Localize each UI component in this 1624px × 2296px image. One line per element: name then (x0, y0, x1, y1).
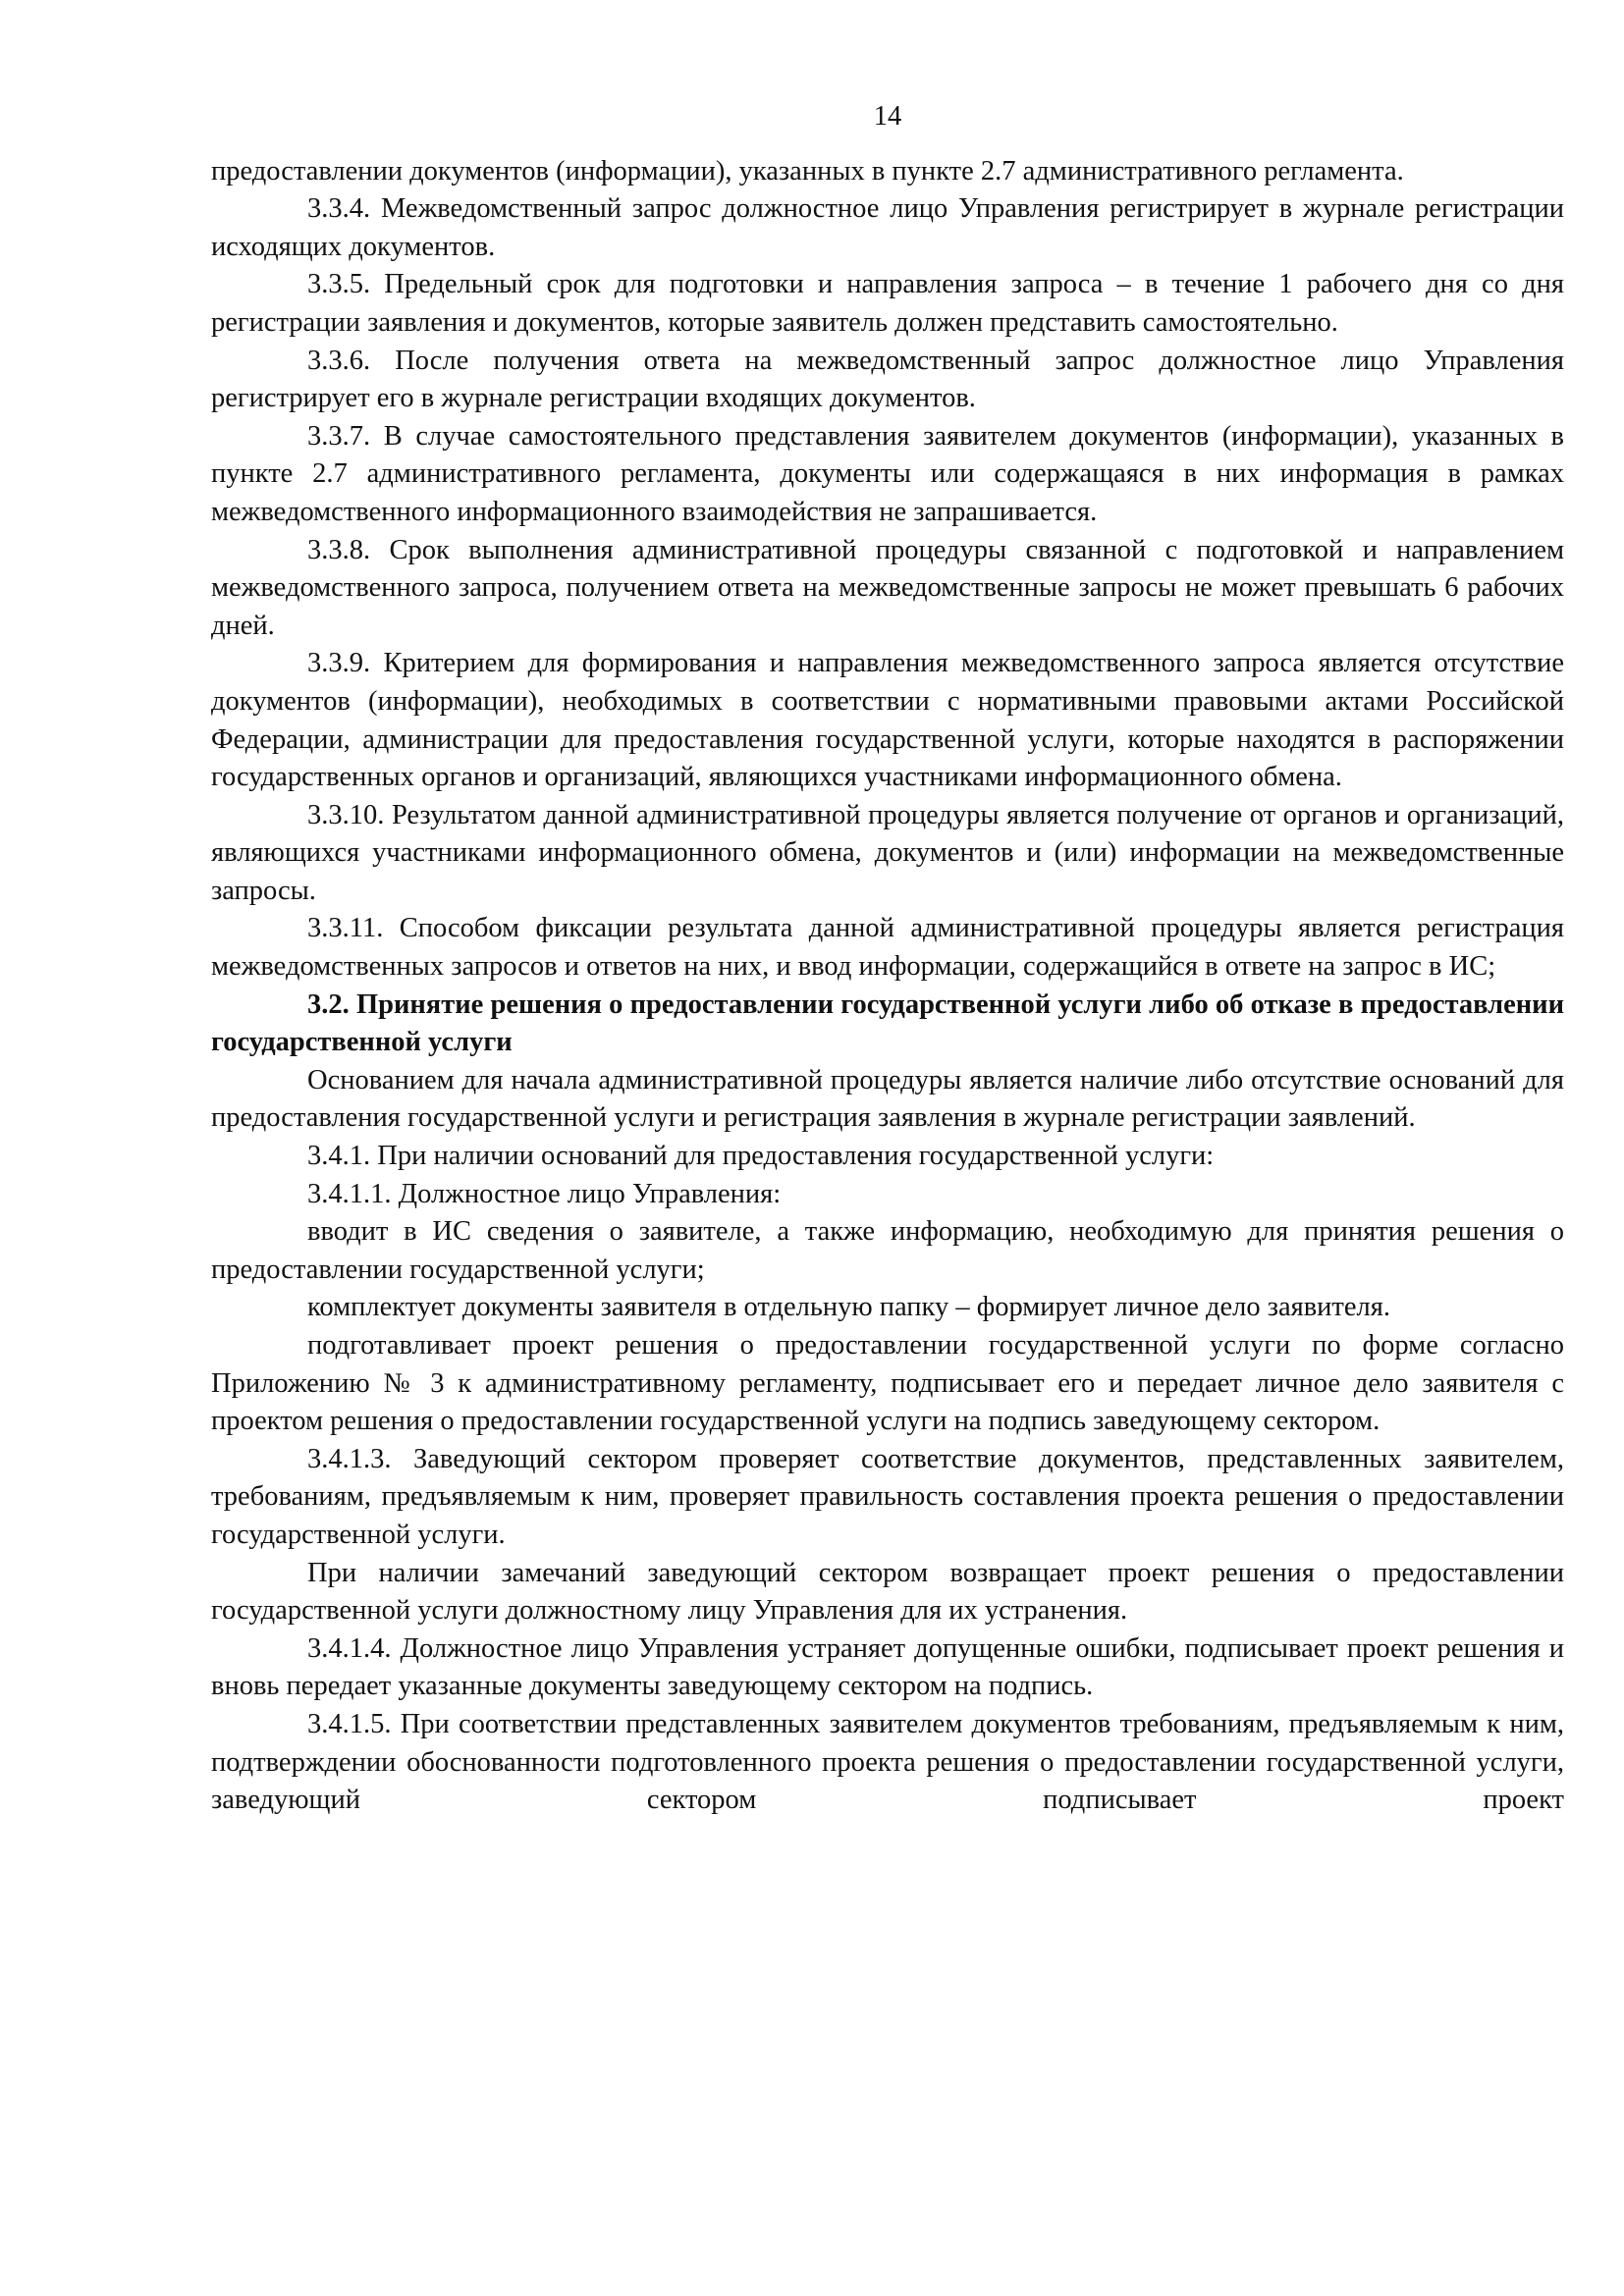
paragraph: 3.4.1.4. Должностное лицо Управления устраняет допущенные ошибки, подписывает проект решения и вновь передает указанные документы заведующему сектором на подпись. (211, 1632, 1564, 1702)
paragraph: 3.3.10. Результатом данной административной процедуры является получение от органов и организаций, являющихся участниками информационного обмена, документов и (или) информации на межведомственные запросы. (211, 799, 1564, 906)
paragraph: комплектует документы заявителя в отдельную папку – формирует личное дело заявителя. (307, 1292, 1390, 1323)
document-body (211, 153, 1564, 1820)
paragraph: 3.3.7. В случае самостоятельного представления заявителем документов (информации), указанных в пункте 2.7 административного регламента, документы или содержащаяся в них информация в рамках межведомственного информационного взаимодействия не запрашивается. (211, 420, 1564, 527)
section-heading: 3.2. Принятие решения о предоставлении государственной услуги либо об отказе в предоставлении государственной услуги (211, 988, 1564, 1058)
paragraph: Основанием для начала административной процедуры является наличие либо отсутствие оснований для предоставления государственной услуги и регистрация заявления в журнале регистрации заявлений. (211, 1064, 1564, 1134)
document-page (211, 98, 1564, 1820)
paragraph: 3.3.11. Способом фиксации результата данной административной процедуры является регистрация межведомственных запросов и ответов на них, и ввод информации, содержащийся в ответе на запрос в ИС; (211, 913, 1564, 983)
paragraph: 3.3.6. После получения ответа на межведомственный запрос должностное лицо Управления регистрирует его в журнале регистрации входящих документов. (211, 345, 1564, 414)
paragraph: 3.3.8. Срок выполнения административной процедуры связанной с подготовкой и направлением межведомственного запроса, получением ответа на межведомственные запросы не может превышать 6 рабочих дней. (211, 534, 1564, 641)
paragraph: 3.3.5. Предельный срок для подготовки и направления запроса – в течение 1 рабочего дня со дня регистрации заявления и документов, которые заявитель должен представить самостоятельно. (211, 269, 1564, 338)
paragraph: вводит в ИС сведения о заявителе, а также информацию, необходимую для принятия решения о предоставлении государственной услуги; (211, 1216, 1564, 1285)
paragraph: При наличии замечаний заведующий сектором возвращает проект решения о предоставлении государственной услуги должностному лицу Управления для их устранения. (211, 1557, 1564, 1627)
paragraph: 3.3.9. Критерием для формирования и направления межведомственного запроса является отсутствие документов (информации), необходимых в соответствии с нормативными правовыми актами Российской Федерации, администрации для предоставления государственной услуги, которые находятся в распоряжении государственных органов и организаций, являющихся участниками информационного обмена. (211, 648, 1564, 793)
page-number: 14 (873, 101, 902, 132)
paragraph: 3.3.4. Межведомственный запрос должностное лицо Управления регистрирует в журнале регистрации исходящих документов. (211, 193, 1564, 262)
paragraph: предоставлении документов (информации), указанных в пункте 2.7 административного регламента. (211, 155, 1404, 187)
paragraph: 3.4.1.5. При соответствии представленных заявителем документов требованиям, предъявляемым к ним, подтверждении обоснованности подготовленного проекта решения о предоставлении государственной услуги, заведующий сектором подписывает проект (211, 1708, 1564, 1816)
paragraph: 3.4.1.1. Должностное лицо Управления: (307, 1178, 782, 1209)
paragraph: 3.4.1. При наличии оснований для предоставления государственной услуги: (307, 1141, 1215, 1172)
paragraph: 3.4.1.3. Заведующий сектором проверяет соответствие документов, представленных заявителем, требованиям, предъявляемым к ним, проверяет правильность составления проекта решения о предоставлении государственной услуги. (211, 1443, 1564, 1550)
paragraph: подготавливает проект решения о предоставлении государственной услуги по форме согласно Приложению № 3 к административному регламенту, подписывает его и передает личное дело заявителя с проектом решения о предоставлении государственной услуги на подпись заведующему сектором. (211, 1330, 1564, 1437)
